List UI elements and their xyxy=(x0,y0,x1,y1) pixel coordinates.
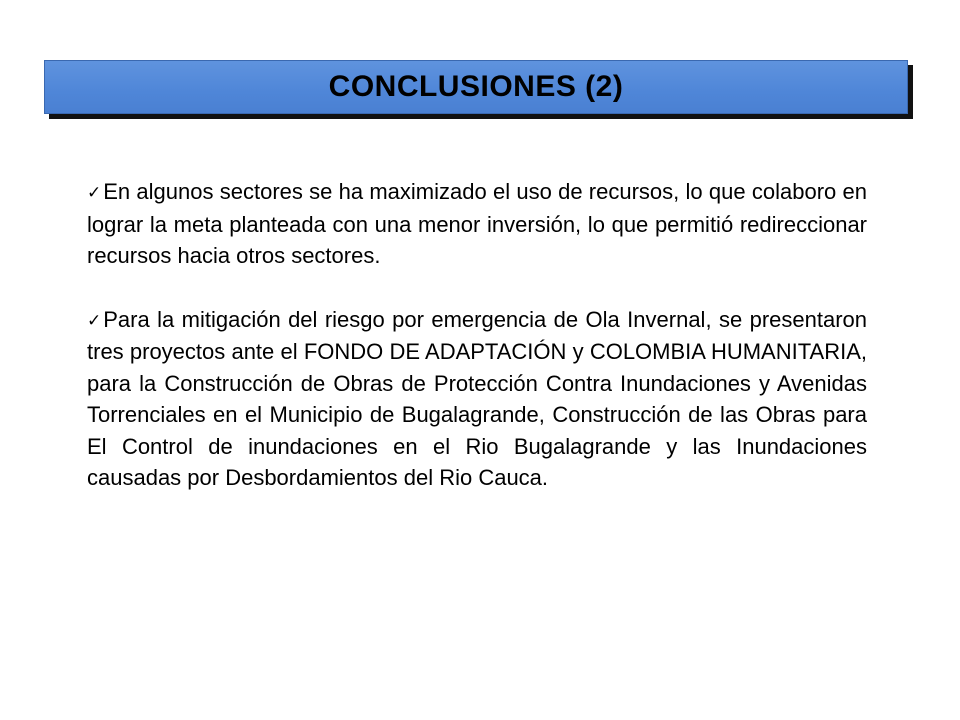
checkmark-icon: ✓ xyxy=(87,310,102,330)
bullet-item xyxy=(87,176,867,272)
bullet-text: En algunos sectores se ha maximizado el uso de recursos, lo que colaboro en lograr la meta planteada con una menor inversión, lo que permitió redireccionar recursos hacia otros sectores. xyxy=(87,179,867,268)
title-bar xyxy=(44,60,908,114)
bullet-text: Para la mitigación del riesgo por emergencia de Ola Invernal, se presentaron tres proyectos ante el FONDO DE ADAPTACIÓN y COLOMBIA HUMANITARIA, para la Construcción de Obras de Protección Contra Inundaciones y Avenidas Torrenciales en el Municipio de Bugalagrande, Construcción de las Obras para El Control de inundaciones en el Rio Bugalagrande y las Inundaciones causadas por Desbordamientos del Rio Cauca. xyxy=(87,306,867,490)
checkmark-icon: ✓ xyxy=(87,183,102,202)
bullet-list xyxy=(87,176,867,526)
title-banner xyxy=(44,60,912,118)
slide-title: CONCLUSIONES (2) xyxy=(328,70,624,103)
bullet-item xyxy=(87,304,867,494)
